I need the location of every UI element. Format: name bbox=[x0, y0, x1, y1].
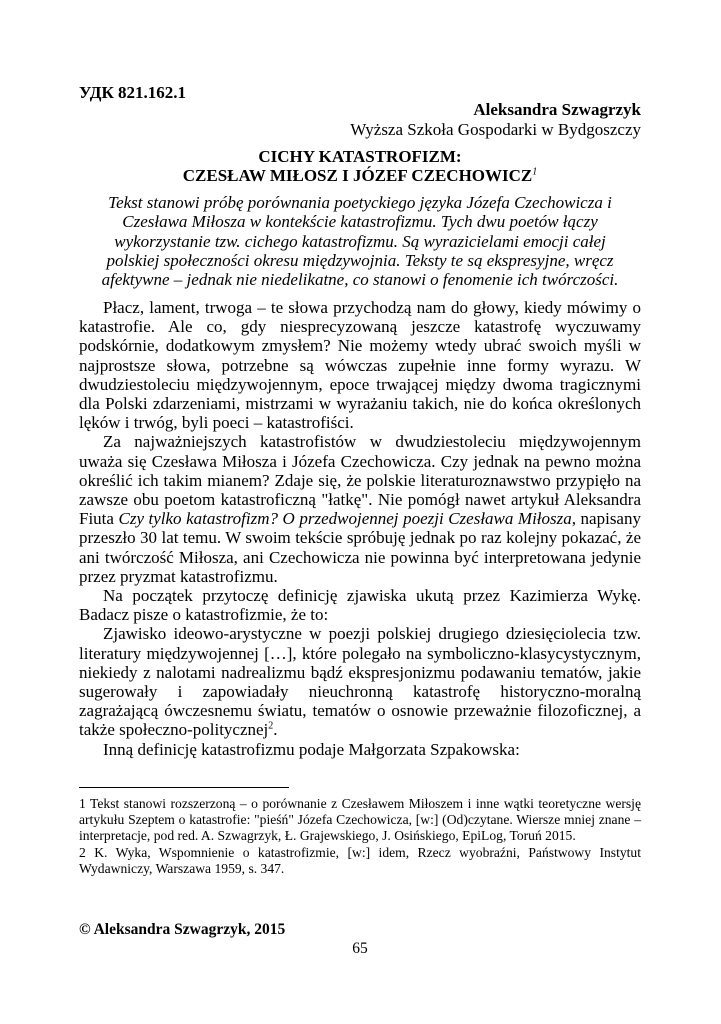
author-name: Aleksandra Szwagrzyk bbox=[473, 100, 641, 119]
paragraph-3: Na początek przytoczę definicję zjawiska ukutą przez Kazimierza Wykę. Badacz pisze o katastrofizmie, że to: bbox=[79, 586, 641, 625]
paragraph-2 bbox=[79, 432, 641, 586]
footnotes bbox=[79, 796, 641, 877]
quote-text: Zjawisko ideowo-arystyczne w poezji polskiej drugiego dziesięciolecia tzw. literatury międzywojennej […], które polegało na symboliczno-klasycystycznym, niekiedy z nalotami nadrealizmu bądź ekspresjonizmu podawaniu tematów, jakie sugerowały i zapowiadały nieuchronną katastrofę historyczno-moralną zagrażającą ówczesnemu światu, tematów o osnowie przeważnie filozoficznej, a także społeczno-politycznej bbox=[79, 624, 641, 740]
article-body bbox=[79, 298, 641, 759]
footnote-2: 2 K. Wyka, Wspomnienie o katastrofizmie, [w:] idem, Rzecz wyobraźni, Państwowy Instytut Wydawniczy, Warszawa 1959, s. 347. bbox=[79, 844, 641, 876]
paragraph-2-end: , napisany przeszło 30 lat temu. W swoim tekście spróbuję jednak po raz kolejny pokazać, że ani twórczość Miłosza, ani Czechowicza nie powinna być interpretowana jedynie przez pryzmat katastrofizmu. bbox=[79, 509, 641, 586]
author-affiliation: Wyższa Szkoła Gospodarki w Bydgoszczy bbox=[350, 120, 641, 139]
paragraph-5: Inną definicję katastrofizmu podaje Małgorzata Szpakowska: bbox=[103, 739, 520, 759]
title-footnote-mark: 1 bbox=[532, 166, 538, 178]
article-title-line-2 bbox=[79, 166, 641, 185]
paragraph-1: Płacz, lament, trwoga – te słowa przychodzą nam do głowy, kiedy mówimy o katastrofie. Ale co, gdy niesprecyzowaną jeszcze katastrofę wyczuwamy podskórnie, dodatkowym zmysłem? Nie możemy wtedy ubrać swoich myśli w najprostsze słowa, potrzebne są wówczas zupełnie inne formy wyrazu. W dwudziestoleciu międzywojennym, epoce trwającej między dwoma tragicznymi dla Polski zdarzeniami, mistrzami w wyrażaniu takich, nie do końca określonych lęków i trwóg, byli poeci – katastrofiści. bbox=[79, 298, 641, 433]
quote-end: . bbox=[273, 720, 278, 740]
abstract: Tekst stanowi próbę porównania poetyckiego języka Józefa Czechowicza i Czesława Miłosza w kontekście katastrofizmu. Tych dwu poetów łączy wykorzystanie tzw. cichego katastrofizmu. Są wyrazicielami emocji całej polskiej społeczności okresu międzywojnia. Teksty te są ekspresyjne, wręcz afektywne – jednak nie niedelikatne, co stanowi o fenomenie ich twórczości. bbox=[101, 193, 619, 290]
cited-article-title: Czy tylko katastrofizm? O przedwojennej poezji Czesława Miłosza bbox=[118, 509, 572, 529]
quote-footnote-mark: 2 bbox=[268, 720, 274, 732]
article-title-text: CZESŁAW MIŁOSZ I JÓZEF CZECHOWICZ bbox=[182, 166, 533, 185]
footnote-rule bbox=[79, 787, 289, 788]
paragraph-4-quote bbox=[79, 624, 641, 739]
page-number: 65 bbox=[352, 940, 368, 957]
udc-code: УДК 821.162.1 bbox=[79, 83, 187, 102]
article-title-line-1: CICHY KATASTROFIZM: bbox=[258, 147, 462, 166]
footnote-1: 1 Tekst stanowi rozszerzoną – o porównanie z Czesławem Miłoszem i inne wątki teoretyczne wersję artykułu Szeptem o katastrofie: "pieśń" Józefa Czechowicza, [w:] (Od)czytane. Wiersze mniej znane – interpretacje, pod red. A. Szwagrzyk, Ł. Grajewskiego, J. Osińskiego, EpiLog, Toruń 2015. bbox=[79, 796, 641, 844]
copyright-notice: © Aleksandra Szwagrzyk, 2015 bbox=[79, 921, 286, 938]
paragraph-2-start: Za najważniejszych katastrofistów w dwudziestoleciu międzywojennym uważa się Czesława Miłosza i Józefa Czechowicza. Czy jednak na pewno można określić ich takim mianem? Zdaje się, że polskie literaturoznawstwo przypięło na zawsze obu poetom katastroficzną "łatkę". Nie pomógł nawet artykuł Aleksandra Fiuta bbox=[79, 432, 641, 529]
